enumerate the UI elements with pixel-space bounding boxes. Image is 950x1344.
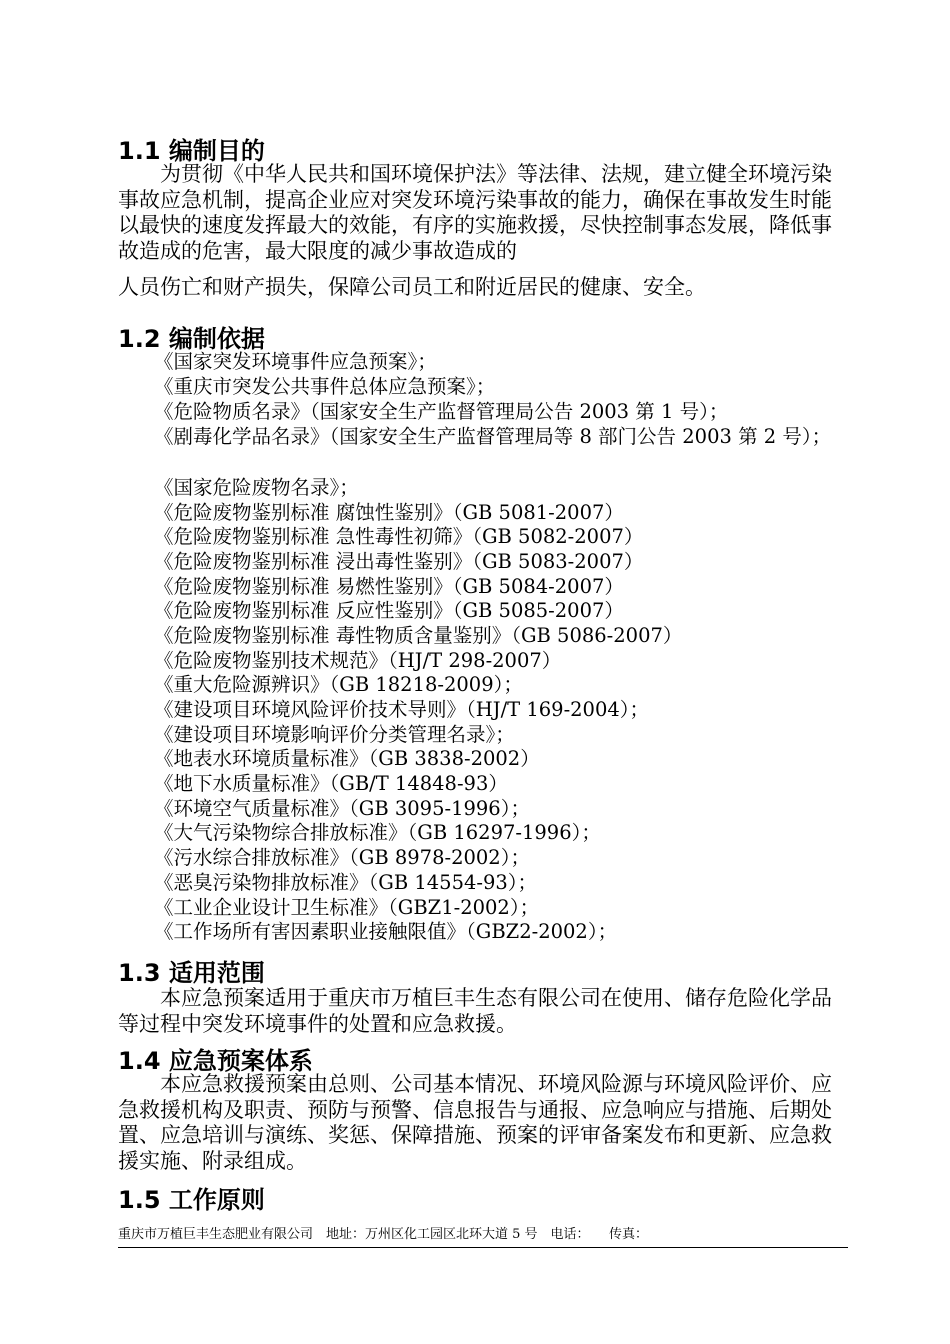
reference-item: 《地表水环境质量标准》（GB 3838-2002） [154, 747, 540, 770]
reference-item: 《重庆市突发公共事件总体应急预案》； [154, 375, 496, 398]
section-heading-1-5: 1.5 工作原则 [118, 1186, 265, 1214]
reference-item: 《建设项目环境影响评价分类管理名录》； [154, 723, 515, 746]
reference-item: 《危险废物鉴别标准 毒性物质含量鉴别》（GB 5086-2007） [154, 624, 683, 647]
reference-item: 《国家危险废物名录》； [154, 476, 359, 499]
reference-item: 《危险废物鉴别标准 腐蚀性鉴别》（GB 5081-2007） [154, 501, 624, 524]
reference-item: 《国家突发环境事件应急预案》； [154, 350, 437, 373]
section-heading-1-3: 1.3 适用范围 [118, 959, 265, 987]
reference-item: 《恶臭污染物排放标准》（GB 14554-93）； [154, 871, 538, 894]
section-paragraph-1-4: 本应急救援预案由总则、公司基本情况、环境风险源与环境风险评价、应急救援机构及职责、预防与预警、信息报告与通报、应急响应与措施、后期处置、应急培训与演练、奖惩、保障措施、预案的评审备案发布和更新、应急救援实施、附录组成。 [118, 1072, 832, 1173]
section-paragraph-1-3: 本应急预案适用于重庆市万植巨丰生态有限公司在使用、储存危险化学品等过程中突发环境事件的处置和应急救援。 [118, 986, 832, 1036]
page-footer: 重庆市万植巨丰生态肥业有限公司 地址：万州区化工园区北环大道 5 号 电话： 传真： [118, 1227, 649, 1242]
reference-item: 《危险物质名录》（国家安全生产监督管理局公告 2003 第 1 号）； [154, 400, 729, 423]
section-paragraph-1-1: 为贯彻《中华人民共和国环境保护法》等法律、法规，建立健全环境污染事故应急机制，提高企业应对突发环境污染事故的能力，确保在事故发生时能以最快的速度发挥最大的效能，有序的实施救援，尽快控制事态发展，降低事故造成的危害，最大限度的减少事故造成的 [118, 162, 832, 263]
reference-item: 《污水综合排放标准》（GB 8978-2002）； [154, 846, 530, 869]
reference-item: 《地下水质量标准》（GB/T 14848-93） [154, 772, 508, 795]
reference-item: 《危险废物鉴别标准 急性毒性初筛》（GB 5082-2007） [154, 525, 644, 548]
reference-item: 《剧毒化学品名录》（国家安全生产监督管理局等 8 部门公告 2003 第 2 号）； [154, 425, 832, 448]
reference-item: 《建设项目环境风险评价技术导则》（HJ/T 169-2004）； [154, 698, 650, 721]
footer-divider [118, 1247, 848, 1248]
reference-item: 《重大危险源辨识》（GB 18218-2009）； [154, 673, 523, 696]
reference-item: 《工作场所有害因素职业接触限值》（GBZ2-2002）； [154, 920, 618, 943]
section-heading-1-2: 1.2 编制依据 [118, 325, 265, 353]
reference-item: 《危险废物鉴别标准 易燃性鉴别》（GB 5084-2007） [154, 575, 624, 598]
reference-item: 《大气污染物综合排放标准》（GB 16297-1996）； [154, 821, 601, 844]
reference-item: 《工业企业设计卫生标准》（GBZ1-2002）； [154, 896, 540, 919]
reference-item: 《环境空气质量标准》（GB 3095-1996）； [154, 797, 530, 820]
reference-item: 《危险废物鉴别技术规范》（HJ/T 298-2007） [154, 649, 562, 672]
section-paragraph-1-1-last-line: 人员伤亡和财产损失，保障公司员工和附近居民的健康、安全。 [118, 275, 706, 299]
reference-item: 《危险废物鉴别标准 反应性鉴别》（GB 5085-2007） [154, 599, 624, 622]
reference-item: 《危险废物鉴别标准 浸出毒性鉴别》（GB 5083-2007） [154, 550, 644, 573]
section-heading-1-1: 1.1 编制目的 [118, 137, 265, 165]
section-heading-1-4: 1.4 应急预案体系 [118, 1047, 313, 1075]
